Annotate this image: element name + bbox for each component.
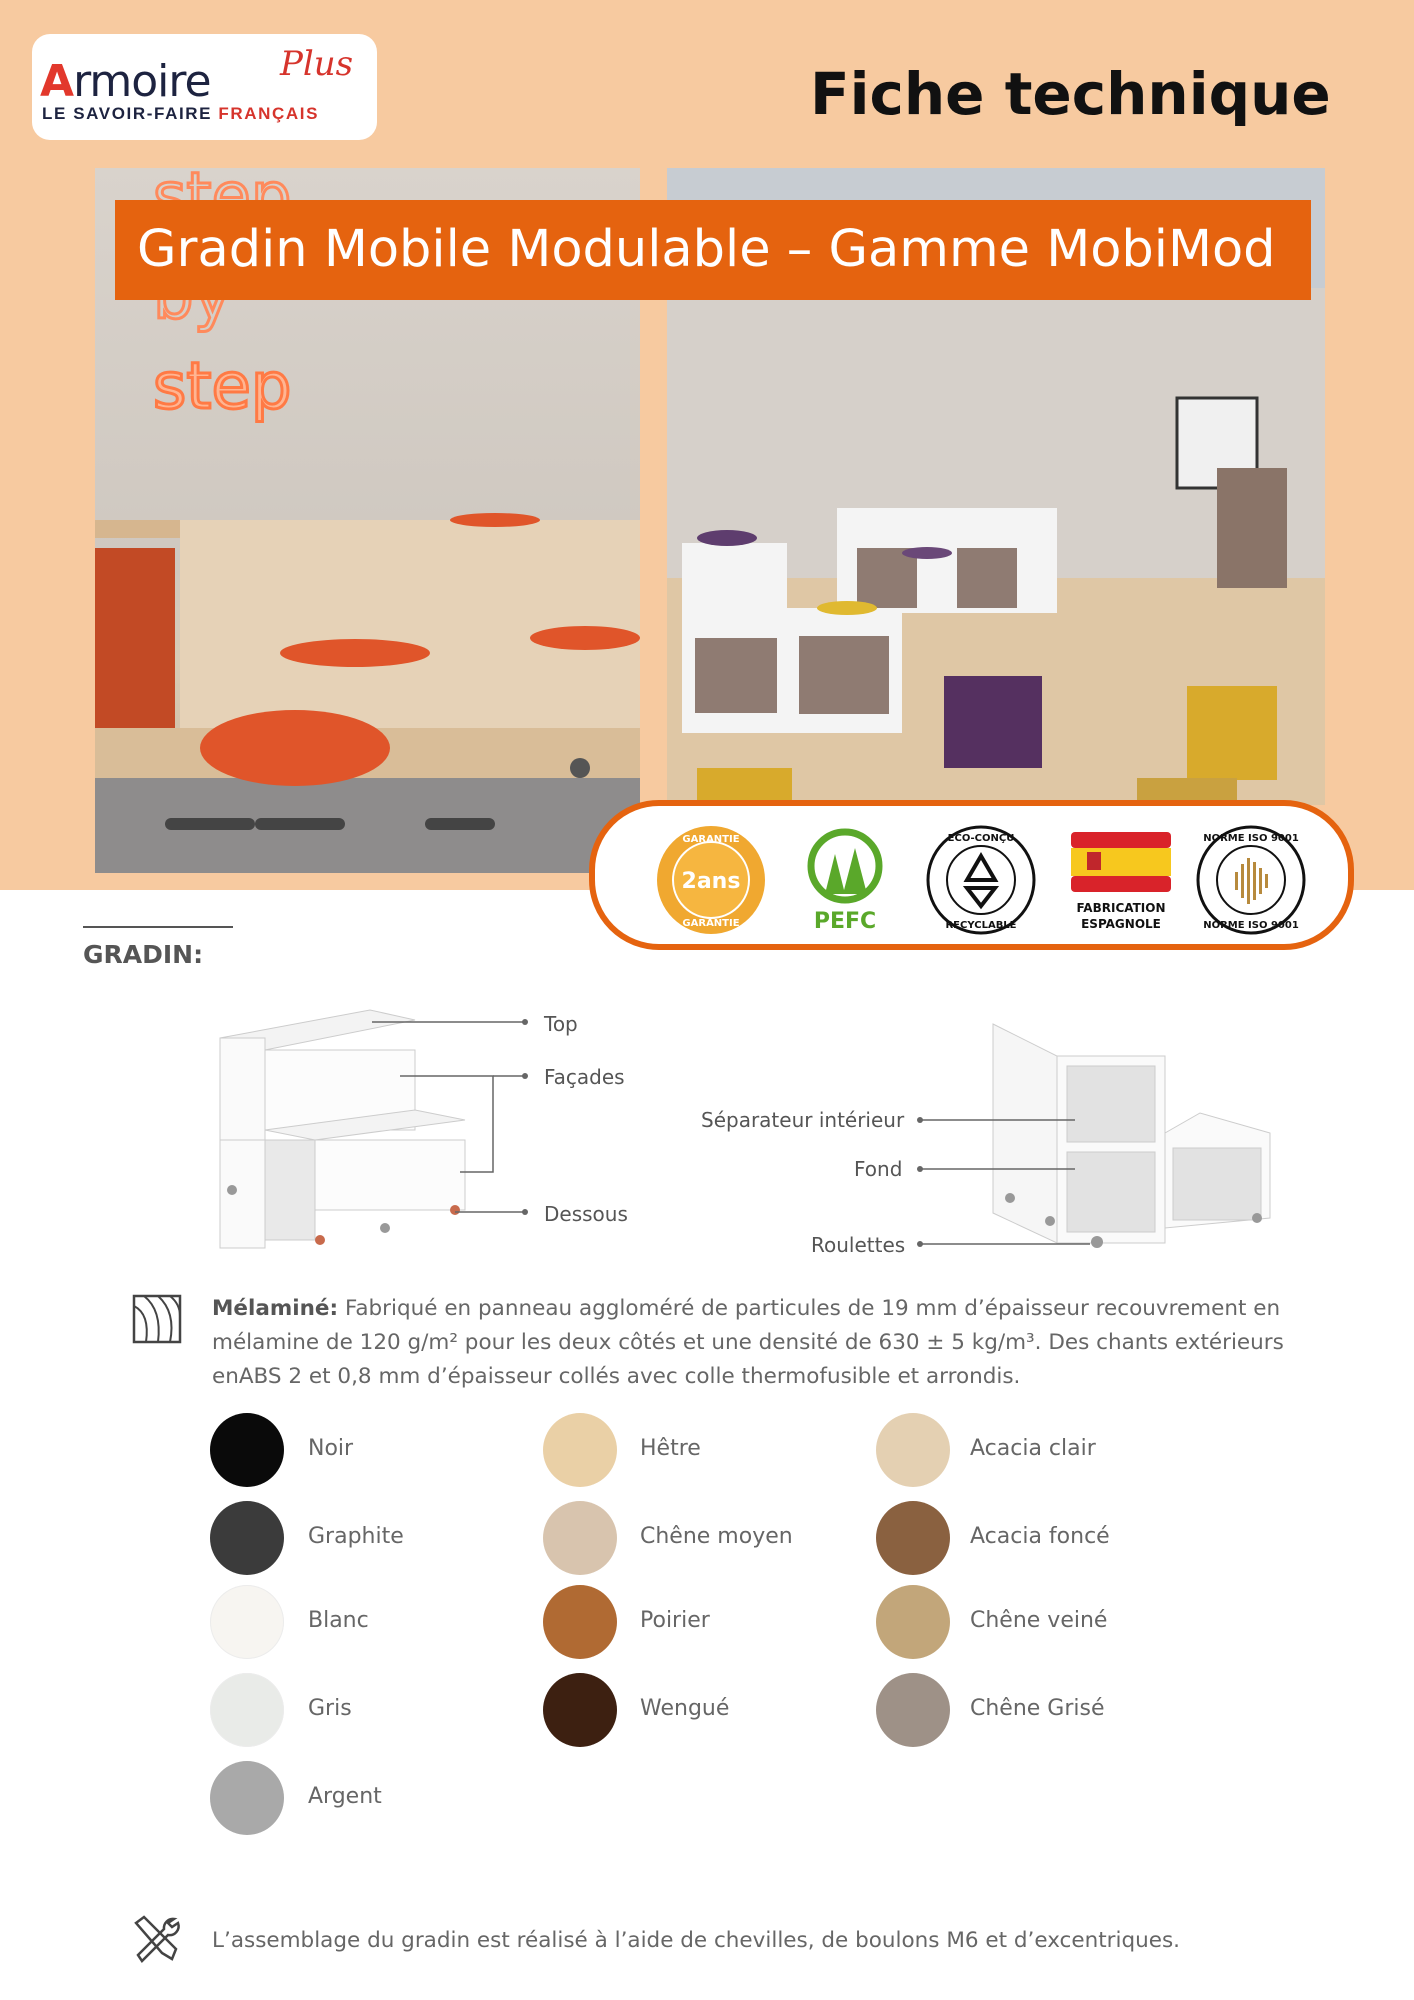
color-swatch-label: Wengué — [640, 1696, 730, 1721]
color-swatch — [876, 1585, 950, 1659]
spanish-flag-icon — [1065, 824, 1177, 936]
svg-text:NORME ISO 9001: NORME ISO 9001 — [1203, 833, 1299, 844]
page-title: Fiche technique — [810, 60, 1331, 128]
brand-logo — [32, 34, 377, 140]
color-swatch-label: Noir — [308, 1436, 354, 1461]
color-swatch — [210, 1501, 284, 1575]
svg-text:2ans: 2ans — [681, 869, 741, 894]
color-swatch — [876, 1501, 950, 1575]
assembly-note: L’assemblage du gradin est réalisé à l’aide de chevilles, de boulons M6 et d’excentriques. — [212, 1928, 1181, 1953]
color-swatch-label: Hêtre — [640, 1436, 701, 1461]
color-swatch-label: Graphite — [308, 1524, 404, 1549]
iso-9001-badge-icon — [1195, 824, 1307, 936]
diagram-right-leaders — [915, 1110, 1095, 1260]
color-swatch-label: Argent — [308, 1784, 382, 1809]
svg-text:GARANTIE: GARANTIE — [682, 834, 740, 845]
pefc-logo-icon — [795, 824, 907, 936]
svg-text:ESPAGNOLE: ESPAGNOLE — [1081, 917, 1161, 931]
color-swatch — [210, 1673, 284, 1747]
color-swatch — [543, 1673, 617, 1747]
svg-text:RECYCLABLE: RECYCLABLE — [945, 920, 1017, 931]
logo-wordmark: Armoire — [40, 56, 211, 107]
recyclable-badge-icon — [925, 824, 1037, 936]
color-swatch-label: Poirier — [640, 1608, 710, 1633]
diagram-left-leaders — [360, 1000, 540, 1230]
certification-badges — [589, 800, 1354, 950]
logo-tagline: LE SAVOIR-FAIRE FRANÇAIS — [42, 104, 320, 123]
section-divider — [83, 926, 233, 928]
svg-text:GARANTIE: GARANTIE — [682, 918, 740, 929]
svg-text:NORME ISO 9001: NORME ISO 9001 — [1203, 920, 1299, 931]
label-facades: Façades — [544, 1065, 625, 1089]
color-swatch-label: Chêne moyen — [640, 1524, 793, 1549]
material-description: Mélaminé: Fabriqué en panneau aggloméré de particules de 19 mm d’épaisseur recouvrement en mélamine de 120 g/m² pour les deux côtés et une densité de 630 ± 5 kg/m³. Des chants extérieurs enABS 2 et 0,8 mm d’épaisseur collés avec colle thermofusible et arrondis. — [212, 1296, 1284, 1389]
color-swatch — [210, 1413, 284, 1487]
section-title: GRADIN: — [83, 940, 204, 969]
label-roulettes: Roulettes — [811, 1233, 906, 1257]
color-swatch — [543, 1585, 617, 1659]
svg-text:PEFC: PEFC — [813, 909, 877, 934]
product-title-banner: Gradin Mobile Modulable – Gamme MobiMod — [115, 200, 1311, 300]
wood-grain-icon — [132, 1294, 182, 1344]
color-swatch — [543, 1413, 617, 1487]
color-swatch — [210, 1761, 284, 1835]
svg-text:FABRICATION: FABRICATION — [1076, 901, 1166, 915]
label-separateur: Séparateur intérieur — [701, 1108, 905, 1132]
label-fond: Fond — [854, 1157, 903, 1181]
label-dessous: Dessous — [544, 1202, 628, 1226]
neon-word: step — [153, 350, 292, 424]
tools-icon — [130, 1913, 182, 1965]
color-swatch-label: Blanc — [308, 1608, 369, 1633]
color-swatch — [876, 1413, 950, 1487]
guarantee-badge-icon — [655, 824, 767, 936]
label-top: Top — [544, 1012, 578, 1036]
color-swatch — [543, 1501, 617, 1575]
logo-plus: Plus — [280, 44, 354, 84]
color-swatch — [210, 1585, 284, 1659]
color-swatch-label: Chêne Grisé — [970, 1696, 1105, 1721]
color-swatch-label: Chêne veiné — [970, 1608, 1108, 1633]
color-swatch-label: Acacia foncé — [970, 1524, 1110, 1549]
color-swatch-label: Acacia clair — [970, 1436, 1096, 1461]
color-swatch — [876, 1673, 950, 1747]
color-swatch-label: Gris — [308, 1696, 352, 1721]
svg-text:ECO-CONÇU: ECO-CONÇU — [947, 833, 1015, 844]
